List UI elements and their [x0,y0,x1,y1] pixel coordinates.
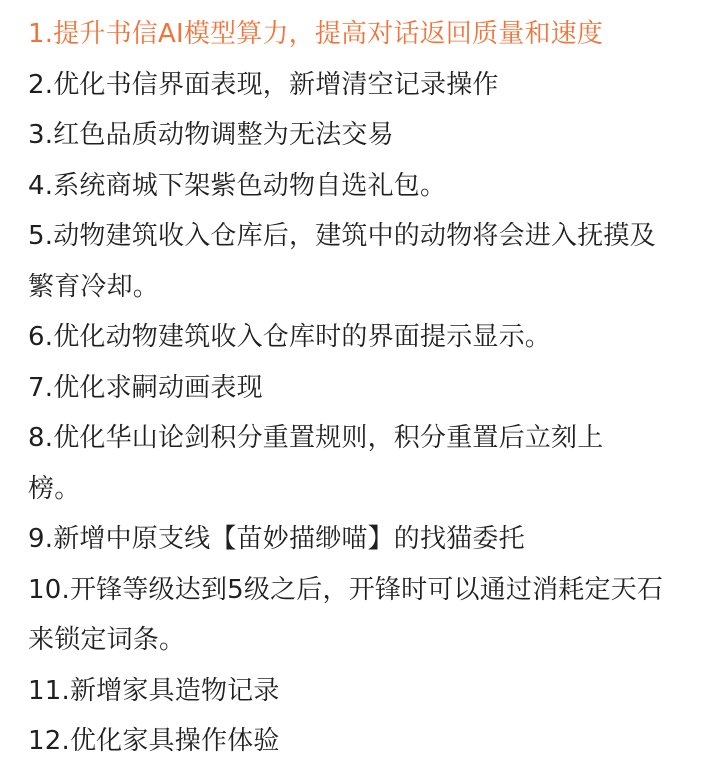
note-item-5: 5.动物建筑收入仓库后，建筑中的动物将会进入抚摸及 [28,221,656,251]
note-item-9: 9.新增中原支线【苗妙描缈喵】的找猫委托 [28,524,525,554]
note-item-5-continued: 繁育冷却。 [28,272,160,302]
note-item-4: 4.系统商城下架紫色动物自选礼包。 [28,171,447,201]
note-item-6: 6.优化动物建筑收入仓库时的界面提示显示。 [28,322,552,352]
note-item-2: 2.优化书信界面表现，新增清空记录操作 [28,70,499,100]
note-item-8-continued: 榜。 [28,474,81,504]
note-item-3: 3.红色品质动物调整为无法交易 [28,120,394,150]
note-item-11: 11.新增家具造物记录 [28,676,280,706]
note-item-10: 10.开锋等级达到5级之后，开锋时可以通过消耗定天石 [28,575,664,605]
note-item-8: 8.优化华山论剑积分重置规则，积分重置后立刻上 [28,423,604,453]
note-item-12: 12.优化家具操作体验 [28,726,280,756]
note-item-7: 7.优化求嗣动画表现 [28,373,263,403]
note-item-10-continued: 来锁定词条。 [28,625,186,655]
note-item-1: 1.提升书信AI模型算力，提高对话返回质量和速度 [28,19,604,49]
